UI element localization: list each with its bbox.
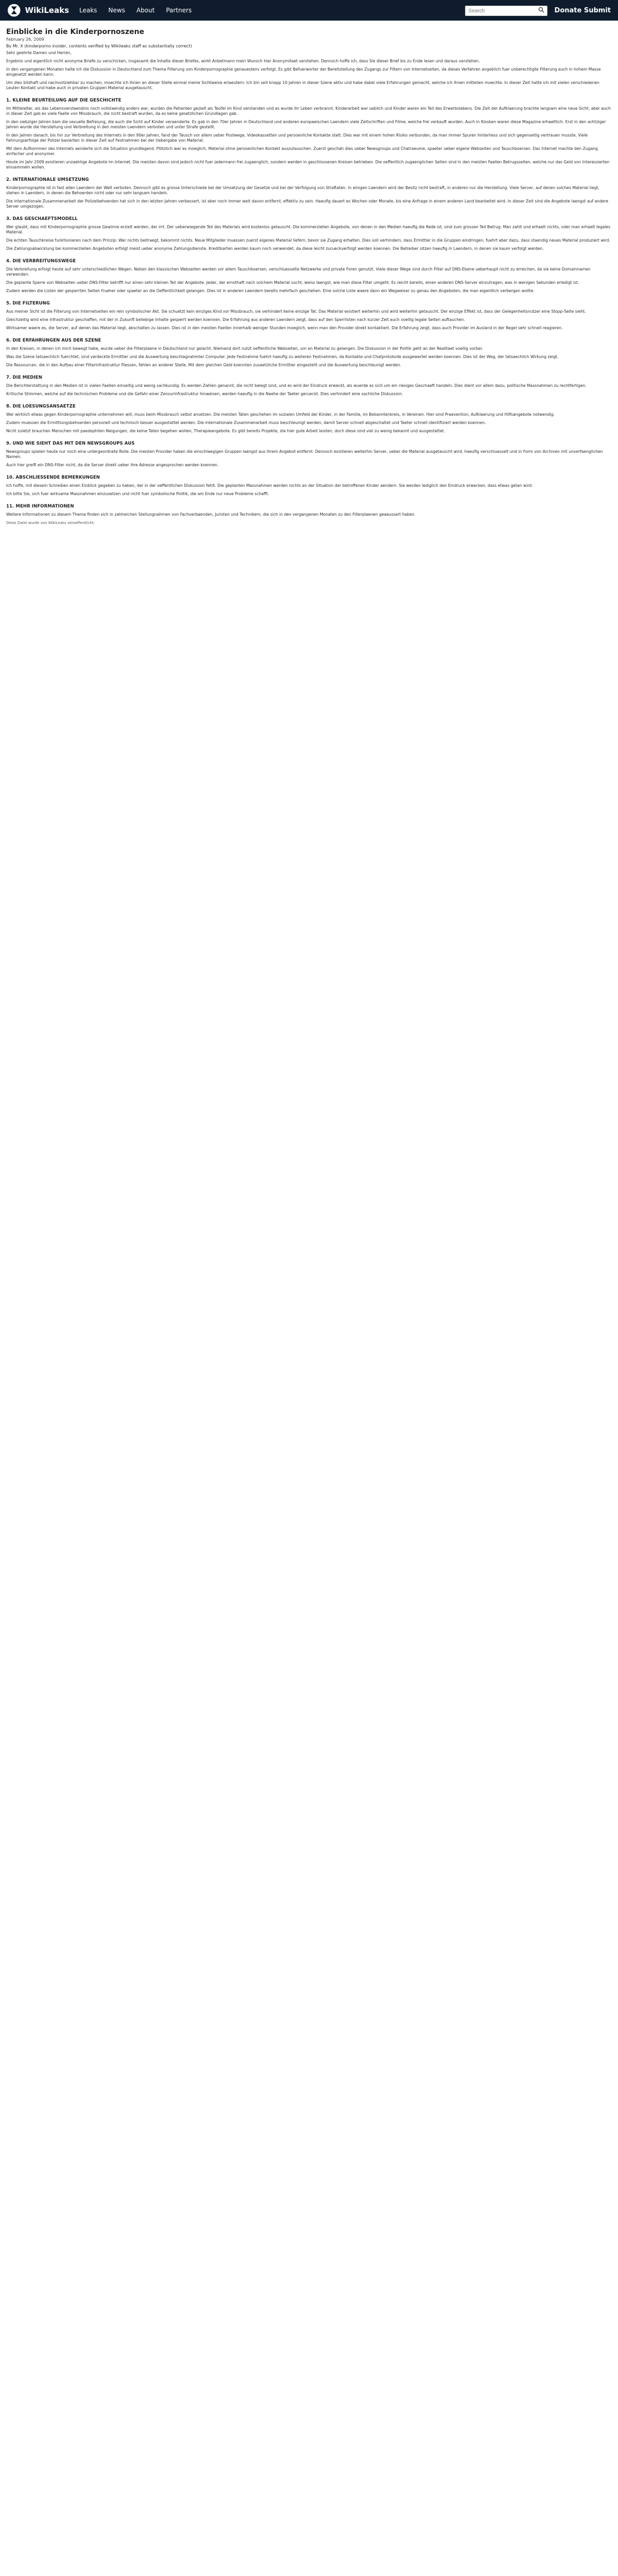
section-paragraph: Wirksamer waere es, die Server, auf denen das Material liegt, abschalten zu lassen. Dies ist in den meisten Faellen innerhalb weniger Stunden moeglich, wenn man den Provider direkt kontaktiert. Die Erfahrung zeigt, dass auch Provider im Ausland in der Regel sehr schnell reagieren. (6, 326, 563, 330)
section-paragraph: Wer glaubt, dass mit Kinderpornographie grosse Gewinne erzielt werden, der irrt. Der ueberwiegende Teil des Materials wird kostenlos getauscht. Die kommerziellen Angebote, von denen in den Medien haeufig die Rede ist, sind zum grossen Teil Betrug: Man zahlt und erhaelt nichts, oder man erhaelt legales Material. (6, 225, 611, 234)
article-content (0, 21, 618, 526)
section-paragraph: Ich bitte Sie, sich fuer wirksame Massnahmen einzusetzen und nicht fuer symbolische Politik, die am Ende nur neue Probleme schafft. (6, 492, 269, 496)
intro-paragraph: Ergebnis und eigentlich nicht anonyme Briefe zu verschicken, insgesamt die Inhalte dieser Briefes, wirkt Anbetmann mein Wunsch hier Anonymitaet verstehen. Dennoch hoffe ich, dass Sie dieser Brief bis zu Ende lesen und daraus verstehen. (6, 59, 480, 63)
section-paragraph: Kritische Stimmen, welche auf die technischen Probleme und die Gefahr einer Zensurinfrastruktur hinweisen, werden haeufig in die Naehe der Taeter gerueckt. Dies verhindert eine sachliche Diskussion. (6, 392, 403, 396)
article-section (6, 441, 612, 468)
section-paragraph: Zudem muessen die Ermittlungsbehoerden personell und technisch besser ausgestattet werden. Die internationale Zusammenarbeit muss beschleunigt werden, damit Server schnell abgeschaltet und Taeter schnell identifiziert werden koennen. (6, 420, 486, 425)
article-section (6, 301, 612, 331)
nav-partners[interactable]: Partners (166, 7, 192, 14)
section-paragraph: Newsgroups spielen heute nur noch eine untergeordnete Rolle. Die meisten Provider haben die einschlaegigen Gruppen laengst aus ihrem Angebot entfernt. Dennoch existieren weiterhin Server, ueber die Material ausgetauscht wird, haeufig verschluesselt und in Form von Archiven mit unverfaenglichen Namen. (6, 449, 603, 459)
section-paragraph: In den Kreisen, in denen ich mich bewegt habe, wurde ueber die Filterplaene in Deutschland nur gelacht. Niemand dort nutzt oeffentliche Webseiten, um an Material zu gelangen. Die Diskussion in der Politik geht an der Realitaet voellig vorbei. (6, 346, 483, 351)
section-heading: 1. KLEINE BEURTEILUNG AUF DIE GESCHICHTE (6, 98, 122, 103)
article-section (6, 404, 612, 434)
section-paragraph: In den Jahren danach, bis hin zur Verbreitung des Internets in den 90er Jahren, fand der Tausch vor allem ueber Postwege, Videokassetten und persoenliche Kontakte statt. Dies war mit einem hohen Risiko verbunden, da man immer Spuren hinterliess und sich gegenseitig vertrauen musste. Viele Fahnungserfolge der Polizei basierten in dieser Zeit auf Festnahmen bei der Uebergabe von Material. (6, 133, 588, 143)
section-paragraph: Mit dem Aufkommen des Internets aenderte sich die Situation grundlegend. Plötzlich war es moeglich, Material ohne persoenlichen Kontakt auszutauschen. Zuerst geschah dies ueber Newsgroups und Chatraeume, spaeter ueber eigene Webseiten und Tauschboersen. Das Internet machte den Zugang einfacher und anonymer. (6, 146, 598, 156)
section-paragraph: Die geplante Sperre von Webseiten ueber DNS-Filter betrifft nur einen sehr kleinen Teil der Angebote. Jeder, der ernsthaft nach solchem Material sucht, weiss laengst, wie man diese Filter umgeht. Es reicht bereits, einen anderen DNS-Server einzutragen, was in wenigen Sekunden erledigt ist. (6, 280, 579, 285)
intro-paragraph: Sehr geehrte Damen und Herren, (6, 50, 72, 55)
section-heading: 10. ABSCHLIESSENDE BEMERKUNGEN (6, 475, 100, 480)
section-heading: 8. DIE LOESUNGSANSAETZE (6, 404, 76, 409)
section-paragraph: Weitere Informationen zu diesem Thema finden sich in zahlreichen Stellungnahmen von Fachverbaenden, Juristen und Technikern, die sich in den vergangenen Monaten zu den Filterplaenen geaeussert haben. (6, 512, 416, 517)
section-paragraph: Die Berichterstattung in den Medien ist in vielen Faellen einseitig und wenig sachkundig. Es werden Zahlen genannt, die nicht belegt sind, und es wird der Eindruck erweckt, als wuerde es sich um ein riesiges Geschaeft handeln. Dies dient vor allem dazu, politische Massnahmen zu rechtfertigen. (6, 383, 587, 388)
article-section (6, 475, 612, 497)
section-paragraph: Aus meiner Sicht ist die Filterung von Internetseiten ein rein symbolischer Akt. Sie schuetzt kein einziges Kind vor Missbrauch, sie verhindert keine einzige Tat. Das Material existiert weiterhin und wird weiterhin getauscht. Der einzige Effekt ist, dass der Gelegenheitsnutzer eine Stopp-Seite sieht. (6, 309, 586, 314)
section-paragraph: Die echten Tauschkreise funktionieren nach dem Prinzip: Wer nichts beitraegt, bekommt nichts. Neue Mitglieder muessen zuerst eigenes Material liefern, bevor sie Zugang erhalten. Dies soll verhindern, dass Ermittler in die Gruppen eindringen, fuehrt aber dazu, dass staendig neues Material produziert wird. (6, 238, 610, 243)
wikileaks-logo[interactable] (7, 3, 69, 18)
section-heading: 9. UND WIE SIEHT DAS MIT DEN NEWSGROUPS AUS (6, 441, 135, 446)
section-paragraph: Die Zahlungsabwicklung bei kommerziellen Angeboten erfolgt meist ueber anonyme Zahlungsdienste. Kreditkarten werden kaum noch verwendet, da diese leicht zurueckverfolgt werden koennen. Die Betreiber sitzen haeufig in Laendern, in denen sie kaum verfolgt werden. (6, 246, 544, 251)
article-section (6, 338, 612, 368)
section-heading: 6. DIE ERFAHRUNGEN AUS DER SZENE (6, 338, 101, 343)
section-heading: 5. DIE FILTERUNG (6, 301, 50, 306)
search-icon[interactable] (538, 7, 544, 13)
top-navigation-bar (0, 0, 618, 21)
section-paragraph: Wer wirklich etwas gegen Kinderpornographie unternehmen will, muss beim Missbrauch selbst ansetzen. Die meisten Taten geschehen im sozialen Umfeld der Kinder, in der Familie, im Bekanntenkreis, in Vereinen. Hier sind Praevention, Aufklaerung und Hilfsangebote notwendig. (6, 412, 555, 417)
main-nav (79, 7, 465, 14)
section-paragraph: In den siebziger Jahren kam die sexuelle Befreiung, die auch die Sicht auf Kinder veraenderte. Es gab in den 70er Jahren in Deutschland und anderen europaeischen Laendern viele Zeitschriften und Filme, welche frei verkauft wurden. Auch in Kiosken waren diese Magazine erhaeltlich. Erst in den achtziger Jahren wurde die Herstellung und Verbreitung in den meisten Laendern verboten und unter Strafe gestellt. (6, 120, 606, 129)
article-title: Einblicke in die Kinderpornoszene (6, 28, 144, 36)
section-paragraph: Ich hoffe, mit diesem Schreiben einen Einblick gegeben zu haben, der in der oeffentlichen Diskussion fehlt. Die geplanten Massnahmen werden nichts an der Situation der betroffenen Kinder aendern. Sie werden lediglich den Eindruck erwecken, dass etwas getan wird. (6, 483, 533, 488)
article-section (6, 98, 612, 170)
section-paragraph: Zudem werden die Listen der gesperrten Seiten frueher oder spaeter an die Oeffentlichkeit gelangen. Dies ist in anderen Laendern bereits mehrfach geschehen. Eine solche Liste waere dann ein Wegweiser zu genau den Angeboten, die man eigentlich verbergen wollte. (6, 289, 535, 293)
article-section (6, 177, 612, 209)
article-byline: By Mr. X (kinderporno insider, contents verified by Wikileaks staff as substantially correct) (6, 44, 192, 48)
section-paragraph: Die Verbreitung erfolgt heute auf sehr unterschiedlichen Wegen. Neben den klassischen Webseiten werden vor allem Tauschboersen, verschluesselte Netzwerke und private Foren genutzt. Viele dieser Wege sind durch Filter auf DNS-Ebene ueberhaupt nicht zu erreichen, da sie keine Domainnamen verwenden. (6, 267, 591, 277)
nav-about[interactable]: About (136, 7, 155, 14)
article-date: February 26, 2009 (6, 37, 44, 42)
section-heading: 4. DIE VERBREITUNGSWEGE (6, 259, 76, 264)
footnote: Diese Datei wurde von WikiLeaks veroeffentlicht. (6, 521, 95, 525)
article-sections (6, 98, 612, 517)
section-paragraph: Die internationale Zusammenarbeit der Polizeibehoerden hat sich in den letzten Jahren verbessert, ist aber noch immer weit davon entfernt, effektiv zu sein. Haeufig dauert es Wochen oder Monate, bis eine Anfrage in einem anderen Land bearbeitet wird. In dieser Zeit sind die Angebote laengst auf andere Server umgezogen. (6, 199, 609, 209)
section-heading: 3. DAS GESCHAEFTSMODELL (6, 216, 78, 222)
article-section (6, 259, 612, 294)
section-paragraph: Im Mittelalter, als das Lebensverstaendnis noch vollstaendig anders war, wurden die Patienten gezielt als Teufel im Kind verstanden und es wurde ihr Leben verbrannt. Kinderarbeit war ueblich und Kinder waren ein Teil des Erwerbslebens. Die Zeit der Aufklaerung brachte langsam eine neue Sicht, aber auch in dieser Zeit gab es viele Faelle von Missbrauch, die nicht bestraft wurden, da es keine gesetzlichen Grundlagen gab. (6, 106, 611, 116)
intro-paragraph: Um dies bildhaft und nachvollziehbar zu machen, moechte ich Ihnen an dieser Stelle einmal meine Sichtweise erlaeutern: Ich bin seit knapp 10 Jahren in dieser Szene aktiv und habe dabei viele Erfahrungen gemacht, welche ich Ihnen mitteilen moechte. In dieser Zeit hatte ich mit vielen verschiedenen Leuten Kontakt und habe auch in privaten Gruppen Material ausgetauscht. (6, 80, 599, 90)
article-section (6, 375, 612, 397)
search-input[interactable] (465, 6, 547, 16)
section-heading: 11. MEHR INFORMATIONEN (6, 504, 74, 509)
section-paragraph: Gleichzeitig wird eine Infrastruktur geschaffen, mit der in Zukunft beliebige Inhalte gesperrt werden koennen. Die Erfahrung aus anderen Laendern zeigt, dass auf den Sperrlisten nach kurzer Zeit auch voellig legale Seiten auftauchen. (6, 317, 465, 322)
nav-leaks[interactable]: Leaks (79, 7, 97, 14)
section-paragraph: Heute im Jahr 2009 existieren unzaehlige Angebote im Internet. Die meisten davon sind jedoch nicht fuer jedermann frei zugaenglich, sondern werden in geschlossenen Kreisen betrieben. Die oeffentlich zugaenglichen Seiten sind in den meisten Faellen Betrugsseiten, welche nur das Geld von Interessierten einsammeln wollen. (6, 160, 610, 170)
logo-title: WikiLeaks (25, 5, 69, 15)
section-paragraph: Die Ressourcen, die in den Aufbau einer Filterinfrastruktur fliessen, fehlen an anderer Stelle. Mit dem gleichen Geld koennten zusaetzliche Ermittler eingestellt und die Auswertung beschleunigt werden. (6, 363, 402, 367)
section-heading: 2. INTERNATIONALE UMSETZUNG (6, 177, 89, 182)
intro-paragraph: In den vergangenen Monaten halte ich die Diskussion in Deutschland zum Thema Filterung von Kinderpornographie genauestens verfolgt. Es gibt Befuerworter der Bereitstellung des Zugangs zur Filtern von Internetseiten, da dieses Verfahren angeblich fuer unberechtigte Filterung auch in hohem Masse eingesetzt werden kann. (6, 67, 601, 77)
section-paragraph: Kinderpornographie ist in fast allen Laendern der Welt verboten. Dennoch gibt es grosse Unterschiede bei der Umsetzung der Gesetze und bei der Verfolgung von Straftaten. In einigen Laendern wird der Besitz nicht bestraft, in anderen nur die Herstellung. Viele Server, auf denen solches Material liegt, stehen in Laendern, in denen die Behoerden nicht oder nur sehr langsam handeln. (6, 185, 599, 195)
section-paragraph: Nicht zuletzt brauchen Menschen mit paedophilen Neigungen, die keine Taten begehen wollen, Therapieangebote. Es gibt bereits Projekte, die hier gute Arbeit leisten, doch diese sind viel zu wenig bekannt und ausgestattet. (6, 429, 445, 433)
search-box (465, 5, 547, 16)
section-paragraph: Was die Szene tatsaechlich fuerchtet, sind verdeckte Ermittler und die Auswertung beschlagnahmter Computer. Jede Festnahme fuehrt haeufig zu weiteren Festnahmen, da Kontakte und Chatprotokolle ausgewertet werden koennen. Dies ist der Weg, der tatsaechlich Wirkung zeigt. (6, 354, 559, 359)
hourglass-logo-icon (7, 3, 21, 18)
logo-text (25, 7, 69, 14)
donate-submit-link[interactable]: Donate Submit (554, 6, 611, 14)
section-heading: 7. DIE MEDIEN (6, 375, 42, 380)
article-section (6, 216, 612, 251)
article-section (6, 504, 612, 517)
nav-news[interactable]: News (108, 7, 125, 14)
section-paragraph: Auch hier greift ein DNS-Filter nicht, da die Server direkt ueber ihre Adresse angesprochen werden koennen. (6, 463, 219, 467)
